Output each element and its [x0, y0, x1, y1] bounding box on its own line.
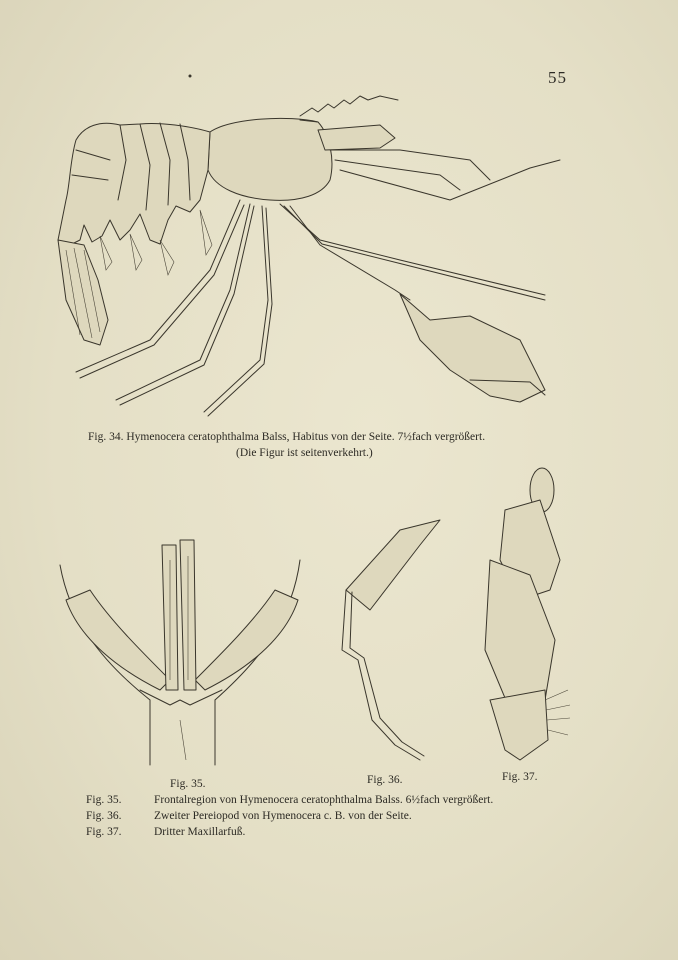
fig34-note: (Die Figur ist seitenverkehrt.)	[236, 447, 373, 459]
fig35-frontal-region-drawing	[60, 540, 300, 765]
caption-number: Fig. 35.	[86, 794, 122, 806]
caption-block	[86, 792, 493, 840]
caption-number: Fig. 37.	[86, 826, 122, 838]
caption-row	[86, 808, 493, 824]
caption-text: Frontalregion von Hymenocera ceratophthalma Balss. 6½fach vergrößert.	[154, 794, 494, 806]
fig36-pereiopod-drawing	[342, 520, 440, 760]
caption-row	[86, 824, 493, 840]
fig34-shrimp-drawing	[58, 96, 560, 416]
page-number: 55	[548, 68, 567, 87]
caption-text: Zweiter Pereiopod von Hymenocera c. B. von der Seite.	[154, 810, 412, 822]
fig34-caption: Fig. 34. Hymenocera ceratophthalma Balss, Habitus von der Seite. 7½fach vergrößert.	[88, 431, 486, 443]
caption-number: Fig. 36.	[86, 810, 122, 822]
caption-text: Dritter Maxillarfuß.	[154, 826, 246, 838]
caption-row	[86, 792, 493, 808]
fig35-label: Fig. 35.	[170, 778, 206, 790]
fig37-maxilliped-drawing	[485, 468, 570, 760]
print-mark	[189, 75, 192, 78]
fig36-label: Fig. 36.	[367, 774, 403, 786]
fig37-label: Fig. 37.	[502, 771, 538, 783]
